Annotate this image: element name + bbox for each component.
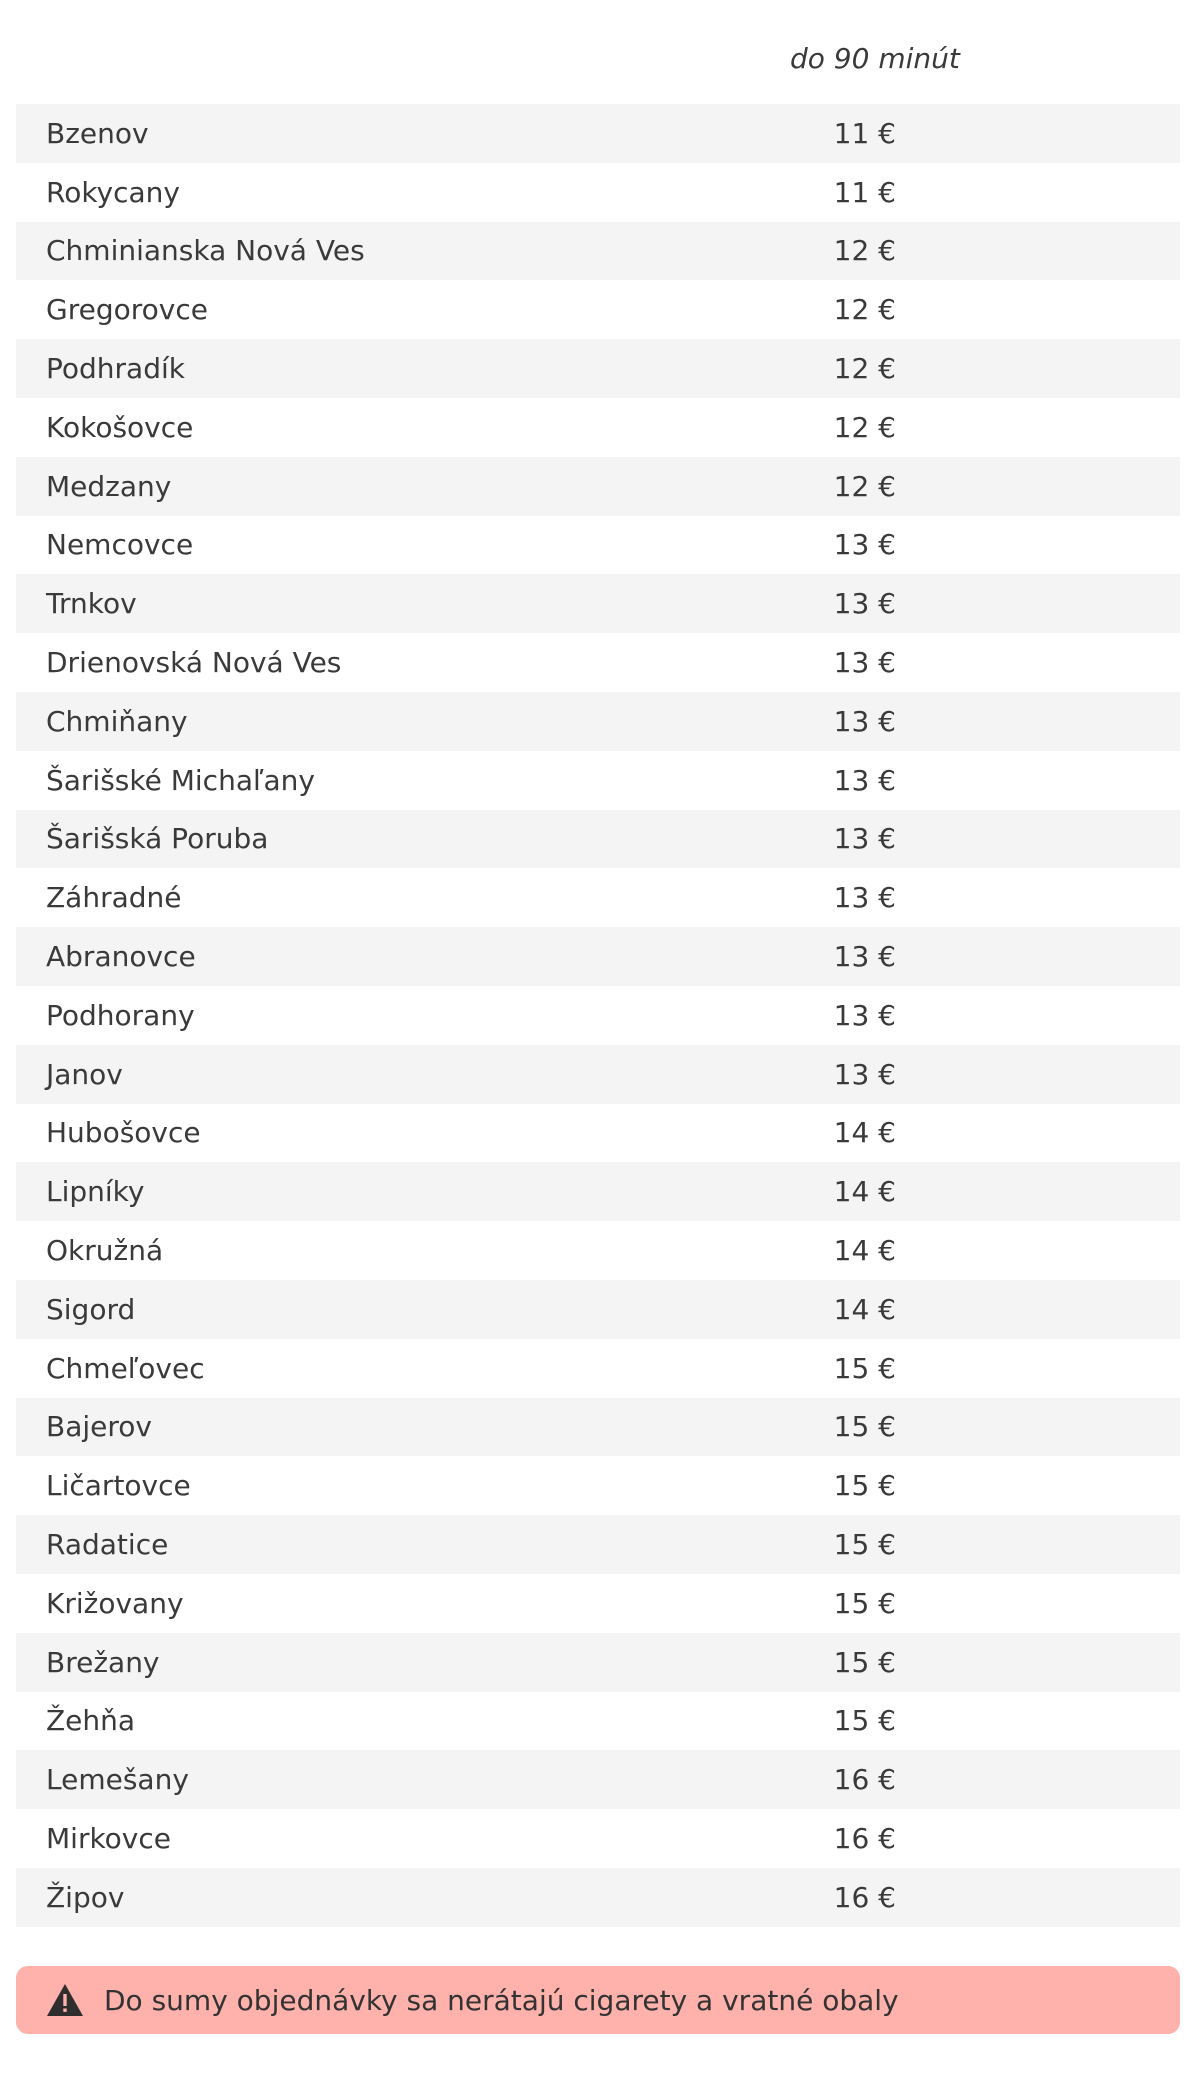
table-row bbox=[16, 104, 1180, 163]
table-row bbox=[16, 1809, 1180, 1868]
delivery-price: 11 € bbox=[833, 175, 896, 209]
town-name: Bajerov bbox=[46, 1410, 152, 1444]
town-name: Šarišské Michaľany bbox=[46, 763, 315, 797]
town-name: Bzenov bbox=[46, 116, 149, 150]
town-name: Radatice bbox=[46, 1528, 169, 1562]
table-row bbox=[16, 1633, 1180, 1692]
notice-banner bbox=[16, 1966, 1180, 2034]
town-name: Ličartovce bbox=[46, 1469, 191, 1503]
delivery-price: 13 € bbox=[833, 822, 896, 856]
table-row bbox=[16, 927, 1180, 986]
town-name: Janov bbox=[46, 1057, 123, 1091]
town-name: Medzany bbox=[46, 469, 172, 503]
town-name: Sigord bbox=[46, 1292, 136, 1326]
town-name: Lemešany bbox=[46, 1763, 189, 1797]
town-name: Žehňa bbox=[46, 1704, 136, 1738]
table-row bbox=[16, 868, 1180, 927]
table-row bbox=[16, 1692, 1180, 1751]
table-row bbox=[16, 1515, 1180, 1574]
town-name: Križovany bbox=[46, 1586, 184, 1620]
town-name: Rokycany bbox=[46, 175, 180, 209]
table-row bbox=[16, 1750, 1180, 1809]
town-name: Podhorany bbox=[46, 998, 195, 1032]
delivery-price: 14 € bbox=[833, 1292, 896, 1326]
delivery-price: 12 € bbox=[833, 352, 896, 386]
delivery-price: 12 € bbox=[833, 293, 896, 327]
delivery-price: 15 € bbox=[833, 1351, 896, 1385]
delivery-price: 11 € bbox=[833, 116, 896, 150]
delivery-price: 16 € bbox=[833, 1880, 896, 1914]
delivery-price: 13 € bbox=[833, 704, 896, 738]
table-row bbox=[16, 1868, 1180, 1927]
delivery-price-table bbox=[16, 104, 1180, 1927]
delivery-price: 13 € bbox=[833, 881, 896, 915]
town-name: Abranovce bbox=[46, 940, 196, 974]
table-row bbox=[16, 1339, 1180, 1398]
delivery-price: 12 € bbox=[833, 234, 896, 268]
delivery-price: 13 € bbox=[833, 646, 896, 680]
town-name: Chminianska Nová Ves bbox=[46, 234, 365, 268]
town-name: Brežany bbox=[46, 1645, 160, 1679]
table-row bbox=[16, 692, 1180, 751]
town-name: Šarišská Poruba bbox=[46, 822, 269, 856]
delivery-price: 15 € bbox=[833, 1586, 896, 1620]
table-row bbox=[16, 1280, 1180, 1339]
town-name: Hubošovce bbox=[46, 1116, 201, 1150]
table-row bbox=[16, 574, 1180, 633]
delivery-price: 14 € bbox=[833, 1175, 896, 1209]
delivery-price: 14 € bbox=[833, 1116, 896, 1150]
table-row bbox=[16, 986, 1180, 1045]
table-row bbox=[16, 339, 1180, 398]
town-name: Podhradík bbox=[46, 352, 185, 386]
delivery-price: 15 € bbox=[833, 1410, 896, 1444]
delivery-price: 13 € bbox=[833, 940, 896, 974]
delivery-price: 16 € bbox=[833, 1763, 896, 1797]
town-name: Trnkov bbox=[46, 587, 137, 621]
delivery-price: 13 € bbox=[833, 998, 896, 1032]
town-name: Chmeľovec bbox=[46, 1351, 205, 1385]
table-row bbox=[16, 163, 1180, 222]
table-row bbox=[16, 1045, 1180, 1104]
delivery-price: 13 € bbox=[833, 1057, 896, 1091]
town-name: Chmiňany bbox=[46, 704, 188, 738]
delivery-price: 15 € bbox=[833, 1704, 896, 1738]
table-row bbox=[16, 280, 1180, 339]
delivery-price: 13 € bbox=[833, 763, 896, 797]
warning-icon bbox=[46, 1983, 84, 2017]
notice-text: Do sumy objednávky sa nerátajú cigarety a vratné obaly bbox=[104, 1983, 899, 2017]
delivery-price: 15 € bbox=[833, 1469, 896, 1503]
table-row bbox=[16, 1574, 1180, 1633]
delivery-price: 12 € bbox=[833, 410, 896, 444]
table-row bbox=[16, 751, 1180, 810]
table-row bbox=[16, 1104, 1180, 1163]
column-header-duration: do 90 minút bbox=[790, 42, 960, 75]
delivery-price: 15 € bbox=[833, 1528, 896, 1562]
delivery-price: 14 € bbox=[833, 1234, 896, 1268]
table-row bbox=[16, 457, 1180, 516]
table-row bbox=[16, 1162, 1180, 1221]
town-name: Drienovská Nová Ves bbox=[46, 646, 342, 680]
delivery-price: 12 € bbox=[833, 469, 896, 503]
town-name: Záhradné bbox=[46, 881, 182, 915]
delivery-price: 16 € bbox=[833, 1822, 896, 1855]
delivery-price: 15 € bbox=[833, 1645, 896, 1679]
delivery-price: 13 € bbox=[833, 587, 896, 621]
table-row bbox=[16, 1456, 1180, 1515]
town-name: Lipníky bbox=[46, 1175, 145, 1209]
town-name: Okružná bbox=[46, 1234, 164, 1268]
town-name: Kokošovce bbox=[46, 410, 194, 444]
delivery-price: 13 € bbox=[833, 528, 896, 562]
town-name: Mirkovce bbox=[46, 1822, 171, 1855]
table-row bbox=[16, 222, 1180, 281]
town-name: Žipov bbox=[46, 1880, 125, 1914]
town-name: Nemcovce bbox=[46, 528, 194, 562]
table-row bbox=[16, 1398, 1180, 1457]
table-row bbox=[16, 633, 1180, 692]
town-name: Gregorovce bbox=[46, 293, 208, 327]
table-row bbox=[16, 516, 1180, 575]
table-row bbox=[16, 398, 1180, 457]
table-header bbox=[0, 0, 1196, 104]
table-row bbox=[16, 810, 1180, 869]
table-row bbox=[16, 1221, 1180, 1280]
